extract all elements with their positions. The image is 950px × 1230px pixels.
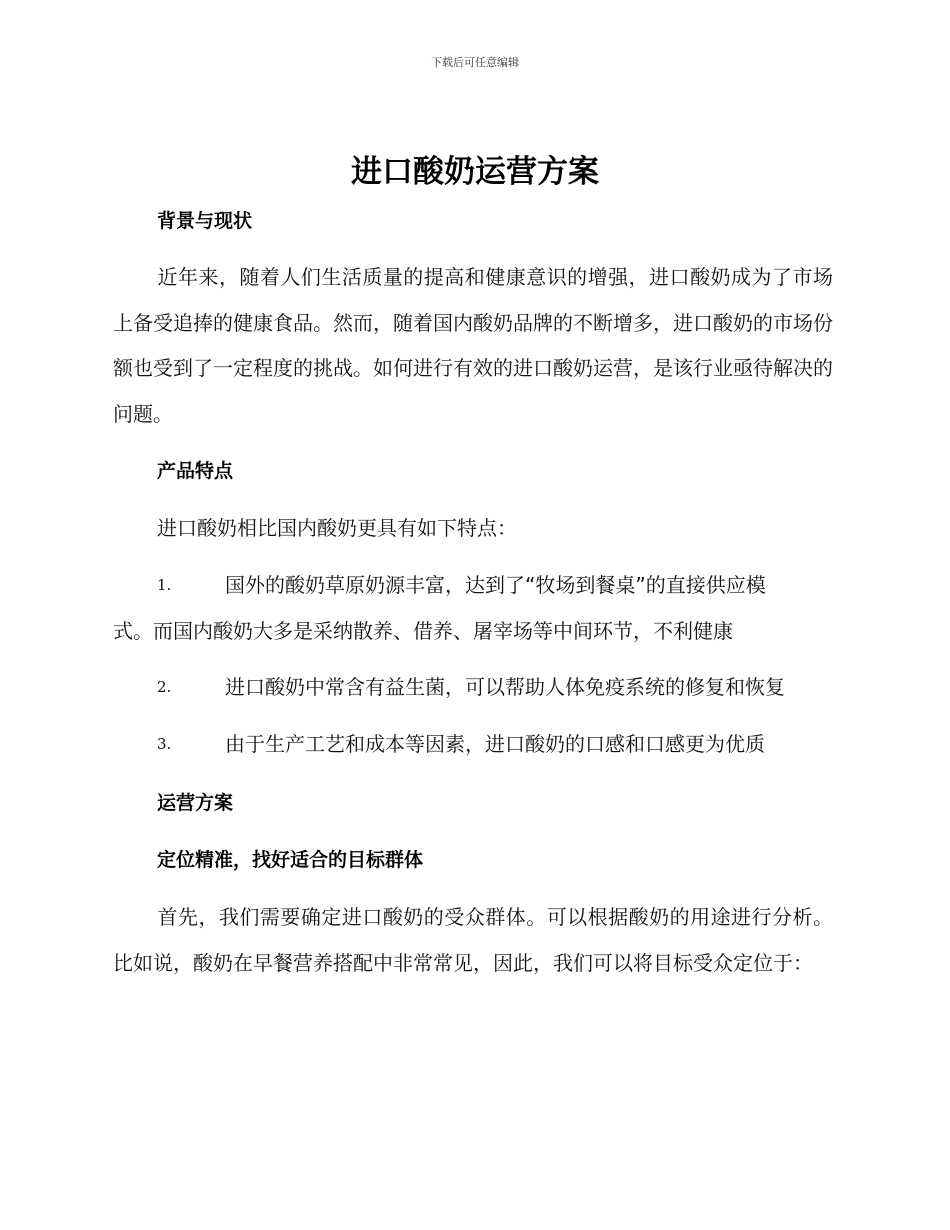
operation-paragraph xyxy=(113,895,833,986)
page-header-note: 下载后可任意编辑 xyxy=(431,56,519,69)
feature-list-item-2 xyxy=(113,665,833,711)
list-number: 1. xyxy=(157,576,172,594)
background-paragraph xyxy=(113,255,833,437)
section-heading-operation: 运营方案 xyxy=(157,792,234,814)
feature-list-item-3 xyxy=(113,722,833,768)
document-title: 进口酸奶运营方案 xyxy=(351,154,599,190)
list-number: 2. xyxy=(157,678,172,696)
section-heading-background: 背景与现状 xyxy=(157,210,253,232)
list-item-text-line1: 国外的酸奶草原奶源丰富，达到了“牧场到餐桌”的直接供应模 xyxy=(225,573,766,597)
background-paragraph-text: 近年来，随着人们生活质量的提高和健康意识的增强，进口酸奶成为了市场上备受追捧的健康食品。然而，随着国内酸奶品牌的不断增多，进口酸奶的市场份额也受到了一定程度的挑战。如何进行有效的进口酸奶运营，是该行业亟待解决的问题。 xyxy=(113,265,833,426)
subheading-positioning: 定位精准，找好适合的目标群体 xyxy=(157,849,424,871)
section-heading-features: 产品特点 xyxy=(157,460,234,482)
feature-list-item-1 xyxy=(113,563,833,654)
list-number: 3. xyxy=(157,735,172,753)
operation-paragraph-text: 首先，我们需要确定进口酸奶的受众群体。可以根据酸奶的用途进行分析。比如说，酸奶在早餐营养搭配中非常常见，因此，我们可以将目标受众定位于： xyxy=(113,905,833,975)
list-item-text-line1: 由于生产工艺和成本等因素，进口酸奶的口感和口感更为优质 xyxy=(225,732,765,756)
list-item-text-line2: 式。而国内酸奶大多是采纳散养、借养、屠宰场等中间环节，不利健康 xyxy=(113,618,733,643)
features-intro: 进口酸奶相比国内酸奶更具有如下特点： xyxy=(157,516,517,540)
list-item-text-line1: 进口酸奶中常含有益生菌，可以帮助人体免疫系统的修复和恢复 xyxy=(225,675,785,699)
